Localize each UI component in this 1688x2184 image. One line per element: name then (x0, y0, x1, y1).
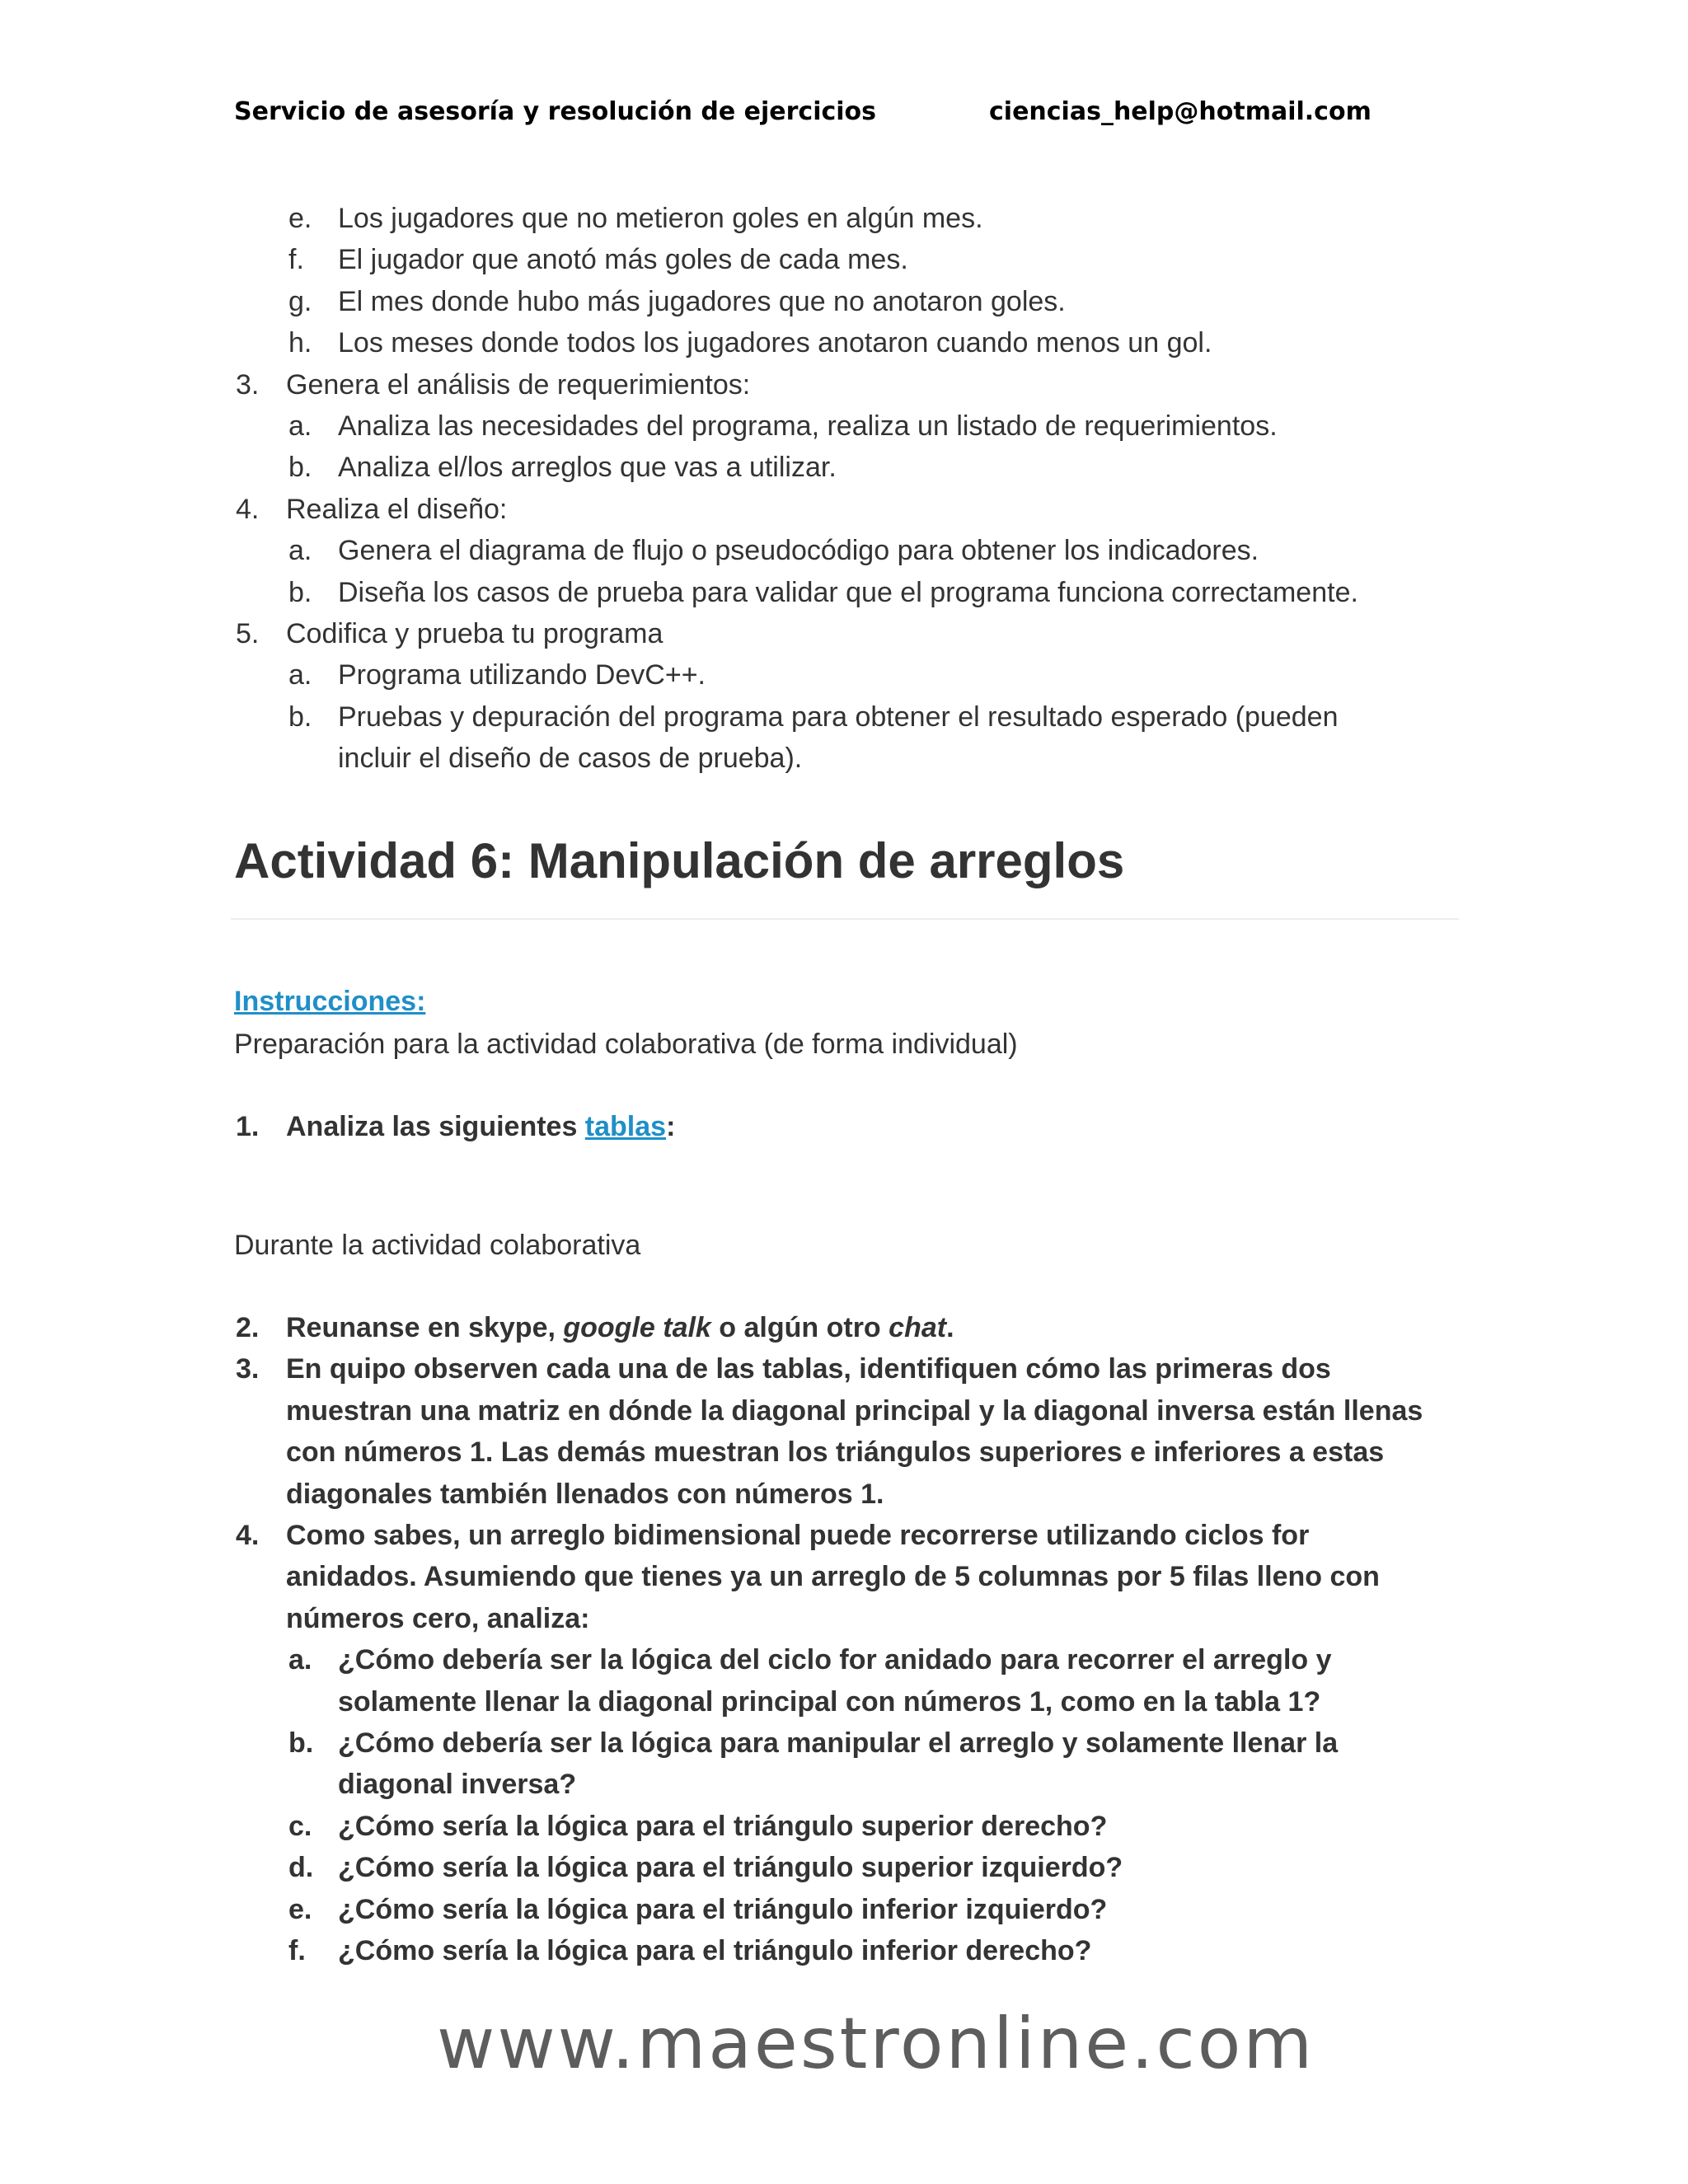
list-item (234, 1930, 1470, 1971)
list-item-text: Diseña los casos de prueba para validar que el programa funciona correctamente. (338, 576, 1358, 608)
list-item (234, 613, 1470, 654)
list-item-text: Analiza las necesidades del programa, realiza un listado de requerimientos. (338, 410, 1278, 443)
list-item (234, 1307, 1470, 1348)
list-item-text: ¿Cómo debería ser la lógica para manipular el arreglo y solamente llenar la diagonal inversa? (338, 1727, 1339, 1801)
list-marker: 3. (236, 1353, 260, 1385)
heading-divider (231, 918, 1459, 920)
page-header (234, 97, 1404, 138)
list-item-text: Los meses donde todos los jugadores anotaron cuando menos un gol. (338, 327, 1212, 359)
list-marker: 3. (236, 368, 260, 401)
list-item-text: ¿Cómo sería la lógica para el triángulo superior izquierdo? (338, 1852, 1123, 1884)
list-marker: e. (288, 203, 312, 234)
item2-em1: google talk (563, 1312, 711, 1343)
list-marker: f. (288, 1935, 306, 1967)
list-marker: b. (288, 1727, 314, 1760)
header-email: ciencias_help@hotmail.com (989, 97, 1372, 126)
list-marker: h. (288, 327, 312, 359)
list-item (234, 1847, 1470, 1888)
list-item-text: ¿Cómo debería ser la lógica del ciclo for anidado para recorrer el arreglo y solamente llenar la diagonal principal con números 1, como en la tabla 1? (338, 1644, 1332, 1718)
tablas-link[interactable]: tablas (584, 1111, 667, 1142)
list-item-text: El mes donde hubo más jugadores que no anotaron goles. (338, 285, 1066, 317)
list-item-text (286, 1106, 1470, 1147)
list-item (234, 281, 1470, 322)
list-item (234, 654, 1470, 696)
list-item-text: Los jugadores que no metieron goles en algún mes. (338, 203, 983, 234)
list-item (234, 489, 1470, 530)
list-item-text: ¿Cómo sería la lógica para el triángulo inferior derecho? (338, 1935, 1092, 1967)
list-item-text: Realiza el diseño: (286, 493, 508, 525)
collaborative-list (234, 1307, 1470, 1972)
item2-pre: Reunanse en skype, (286, 1312, 564, 1343)
list-marker: 4. (236, 1520, 260, 1552)
list-item (234, 322, 1470, 363)
item2-em2: chat (889, 1312, 947, 1343)
item1-suffix: : (666, 1111, 676, 1142)
list-item-text: Analiza el/los arreglos que vas a utilizar. (338, 452, 837, 484)
list-marker: a. (288, 659, 312, 691)
item1-text: Analiza las siguientes (286, 1111, 585, 1142)
list-item-text (286, 1307, 1489, 1348)
list-item (234, 1515, 1470, 1639)
list-item-text: Pruebas y depuración del programa para obtener el resultado esperado (pueden incluir el diseño de casos de prueba). (338, 701, 1339, 775)
list-item (234, 405, 1470, 447)
list-marker: b. (288, 576, 312, 608)
list-marker: c. (288, 1810, 312, 1842)
list-marker: b. (288, 452, 312, 484)
list-item (234, 364, 1470, 405)
list-marker: a. (288, 1644, 312, 1676)
item1-list (234, 1106, 1470, 1147)
watermark: www.maestronline.com (437, 2003, 1315, 2085)
list-item (234, 1806, 1470, 1847)
list-marker: a. (288, 410, 312, 443)
list-item-text: Genera el diagrama de flujo o pseudocódigo para obtener los indicadores. (338, 535, 1259, 567)
requirements-list (234, 198, 1470, 780)
prep-text: Preparación para la actividad colaborativa (de forma individual) (234, 1029, 1018, 1060)
list-item (234, 530, 1470, 571)
list-marker: 4. (236, 493, 260, 525)
list-item (234, 1639, 1470, 1722)
list-item (234, 239, 1470, 280)
activity-heading: Actividad 6: Manipulación de arreglos (234, 833, 1125, 888)
item2-mid: o algún otro (710, 1312, 889, 1343)
list-item (234, 1889, 1470, 1930)
list-item (234, 696, 1470, 780)
list-marker: b. (288, 701, 312, 733)
list-item-text: Como sabes, un arreglo bidimensional puede recorrerse utilizando ciclos for anidados. Asumiendo que tienes ya un arreglo de 5 columnas por 5 filas lleno con números cero, analiza: (286, 1520, 1380, 1634)
list-item-text: Genera el análisis de requerimientos: (286, 368, 751, 401)
list-marker: 1. (236, 1111, 260, 1142)
list-item (234, 572, 1470, 613)
list-marker: 2. (236, 1312, 260, 1343)
during-text: Durante la actividad colaborativa (234, 1230, 641, 1261)
list-item (234, 1106, 1470, 1147)
list-marker: f. (288, 244, 304, 276)
list-item-text: El jugador que anotó más goles de cada mes. (338, 244, 908, 276)
list-item-text: ¿Cómo sería la lógica para el triángulo inferior izquierdo? (338, 1893, 1108, 1925)
list-marker: e. (288, 1893, 312, 1925)
list-item-text: En quipo observen cada una de las tablas, identifiquen cómo las primeras dos muestran una matriz en dónde la diagonal principal y la diagonal inversa están llenas con números 1. Las demás muestran los triángulos superiores e inferiores a estas diagonales también llenados con números 1. (286, 1353, 1423, 1510)
list-item (234, 1348, 1470, 1515)
instructions-link[interactable]: Instrucciones: (234, 986, 426, 1017)
list-marker: 5. (236, 618, 260, 650)
list-item-text: Codifica y prueba tu programa (286, 618, 663, 650)
list-marker: a. (288, 535, 312, 567)
item2-post: . (946, 1312, 954, 1343)
list-item-text: Programa utilizando DevC++. (338, 659, 706, 691)
list-item (234, 1722, 1470, 1806)
header-service-title: Servicio de asesoría y resolución de ejercicios (234, 97, 877, 126)
list-item-text: ¿Cómo sería la lógica para el triángulo superior derecho? (338, 1810, 1108, 1842)
list-marker: g. (288, 285, 312, 317)
list-item (234, 447, 1470, 488)
list-item (234, 198, 1470, 239)
list-marker: d. (288, 1852, 314, 1884)
